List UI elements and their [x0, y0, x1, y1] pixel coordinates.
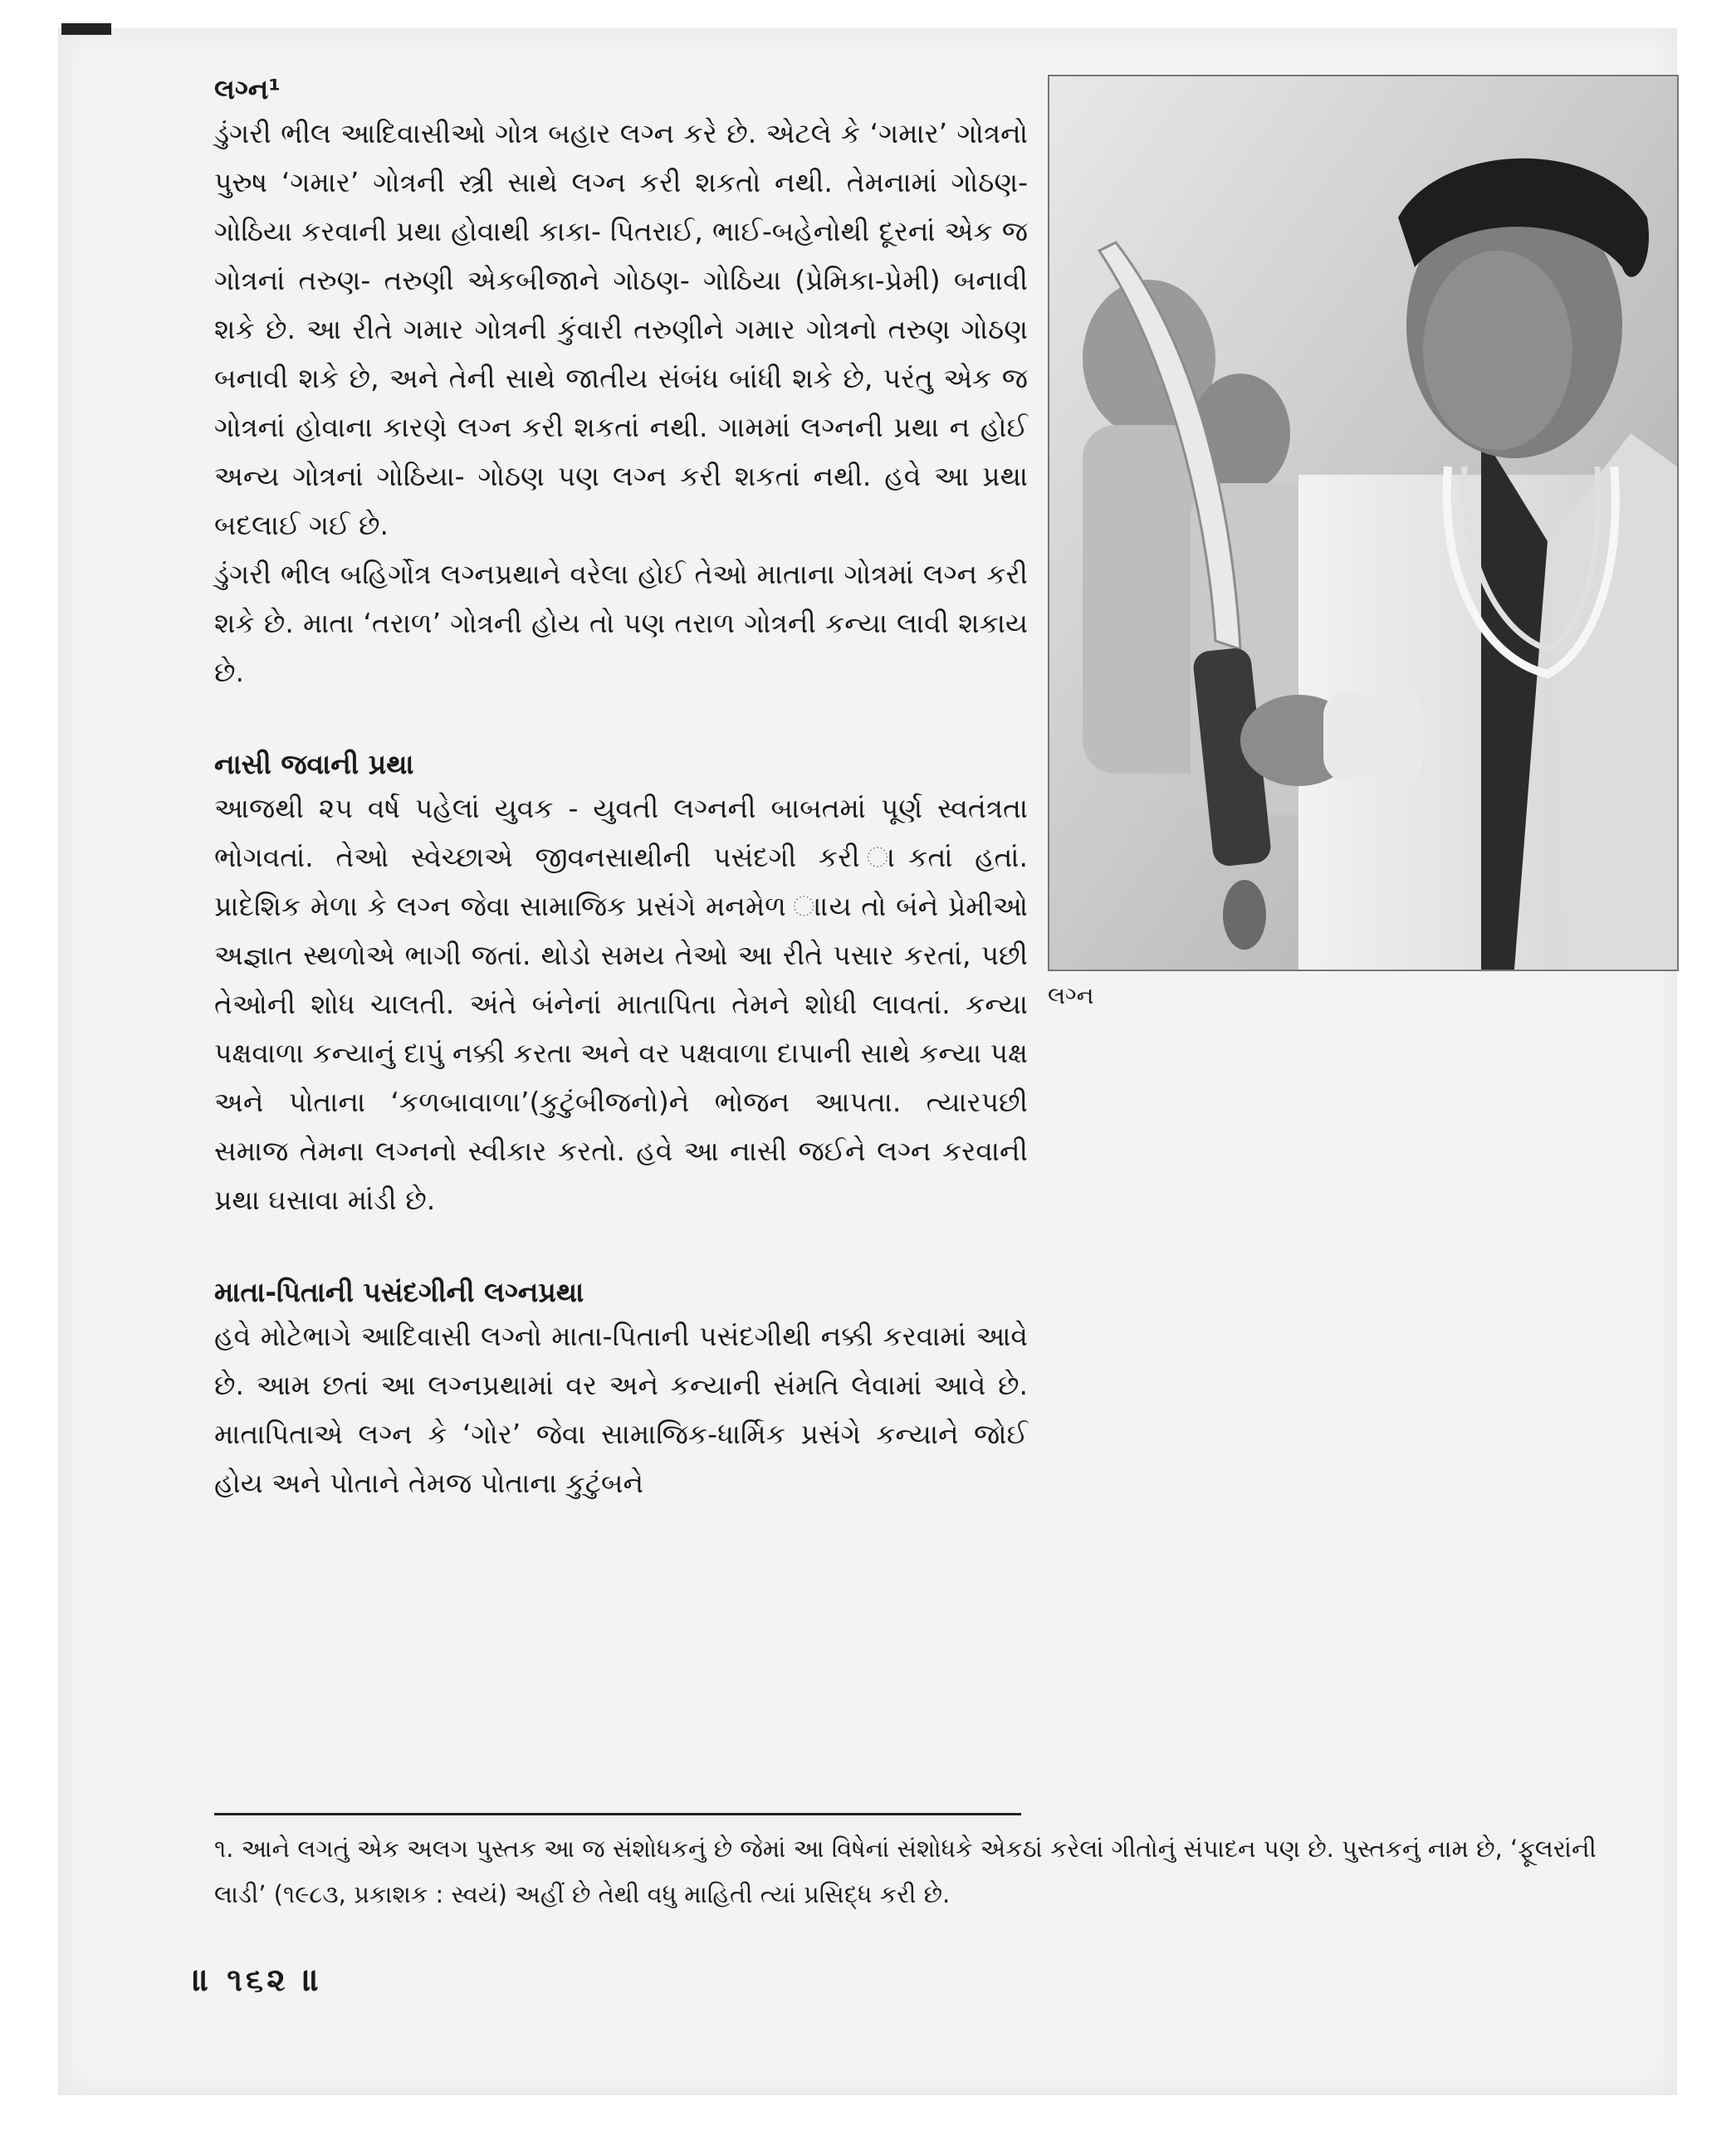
section-heading-marriage: લગ્ન¹	[214, 73, 281, 105]
paragraph-gotra-exogamy: ડુંગરી ભીલ આદિવાસીઓ ગોત્ર બહાર લગ્ન કરે છે. એટલે કે ‘ગમાર’ ગોત્રનો પુરુષ ‘ગમાર’ ગોત્રની સ્ત્રી સાથે લગ્ન કરી શકતો નથી. તેમનામાં ગોઠણ- ગોઠિયા કરવાની પ્રથા હોવાથી કાકા- પિતરાઈ, ભાઈ-બહેનોથી દૂરનાં એક જ ગોત્રનાં તરુણ- તરુણી એકબીજાને ગોઠણ- ગોઠિયા (પ્રેમિકા-પ્રેમી) બનાવી શકે છે. આ રીતે ગમાર ગોત્રની કુંવારી તરુણીને ગમાર ગોત્રનો તરુણ ગોઠણ બનાવી શકે છે, અને તેની સાથે જાતીય સંબંધ બાંધી શકે છે, પરંતુ એક જ ગોત્રનાં હોવાના કારણે લગ્ન કરી શકતાં નથી. ગામમાં લગ્નની પ્રથા ન હોઈ અન્ય ગોત્રનાં ગોઠિયા- ગોઠણ પણ લગ્ન કરી શકતાં નથી. હવે આ પ્રથા બદલાઈ ગઈ છે.	[214, 117, 1028, 541]
paragraph-elopement: આજથી ૨૫ વર્ષ પહેલાં યુવક - યુવતી લગ્નની બાબતમાં પૂર્ણ સ્વતંત્રતા ભોગવતાં. તેઓ સ્વેચ્છાએ જીવનસાથીની પસંદગી કરી ાકતાં હતાં. પ્રાદેશિક મેળા કે લગ્ન જેવા સામાજિક પ્રસંગે મનમેળ ાાય તો બંને પ્રેમીઓ અજ્ઞાત સ્થળોએ ભાગી જતાં. થોડો સમય તેઓ આ રીતે પસાર કરતાં, પછી તેઓની શોધ ચાલતી. અંતે બંનેનાં માતાપિતા તેમને શોધી લાવતાં. કન્યા પક્ષવાળા કન્યાનું દાપું નક્કી કરતા અને વર પક્ષવાળા દાપાની સાથે કન્યા પક્ષ અને પોતાના ‘કળબાવાળા’(કુટુંબીજનો)ને ભોજન આપતા. ત્યારપછી સમાજ તેમના લગ્નનો સ્વીકાર કરતો. હવે આ નાસી જઈને લગ્ન કરવાની પ્રથા ઘસાવા માંડી છે.	[214, 792, 1028, 1216]
wedding-photo	[1048, 75, 1679, 971]
footnote: ૧. આને લગતું એક અલગ પુસ્તક આ જ સંશોધકનું છે જેમાં આ વિષેનાં સંશોધકે એકઠાં કરેલાં ગીતોનું સંપાદન પણ છે. પુસ્તકનું નામ છે, ‘ફૂલરાંની લાડી’ (૧૯૮૩, પ્રકાશક : સ્વયં) અહીં છે તેથી વધુ માહિતી ત્યાં પ્રસિદ્ધ કરી છે.	[214, 1834, 1597, 1908]
paragraph-arranged-marriage: હવે મોટેભાગે આદિવાસી લગ્નો માતા-પિતાની પસંદગીથી નક્કી કરવામાં આવે છે. આમ છતાં આ લગ્નપ્રથામાં વર અને કન્યાની સંમતિ લેવામાં આવે છે. માતાપિતાએ લગ્ન કે ‘ગોર’ જેવા સામાજિક-ધાર્મિક પ્રસંગે કન્યાને જોઈ હોય અને પોતાને તેમજ પોતાના કુટુંબને	[214, 1320, 1028, 1499]
main-text-column	[214, 71, 1028, 1507]
section-heading-elopement: નાસી જવાની પ્રથા	[214, 748, 414, 780]
page-number: ॥ ૧૬૨ ॥	[193, 1961, 323, 1998]
photo-caption: લગ્ન	[1048, 982, 1094, 1009]
footnote-divider	[214, 1813, 1021, 1815]
corner-mark	[61, 23, 111, 35]
paragraph-mothers-gotra: ડુંગરી ભીલ બહિર્ગોત્ર લગ્નપ્રથાને વરેલા હોઈ તેઓ માતાના ગોત્રમાં લગ્ન કરી શકે છે. માતા ‘તરાળ’ ગોત્રની હોય તો પણ તરાળ ગોત્રની કન્યા લાવી શકાય છે.	[214, 558, 1028, 688]
section-heading-arranged-marriage: માતા-પિતાની પસંદગીની લગ્નપ્રથા	[214, 1276, 584, 1308]
